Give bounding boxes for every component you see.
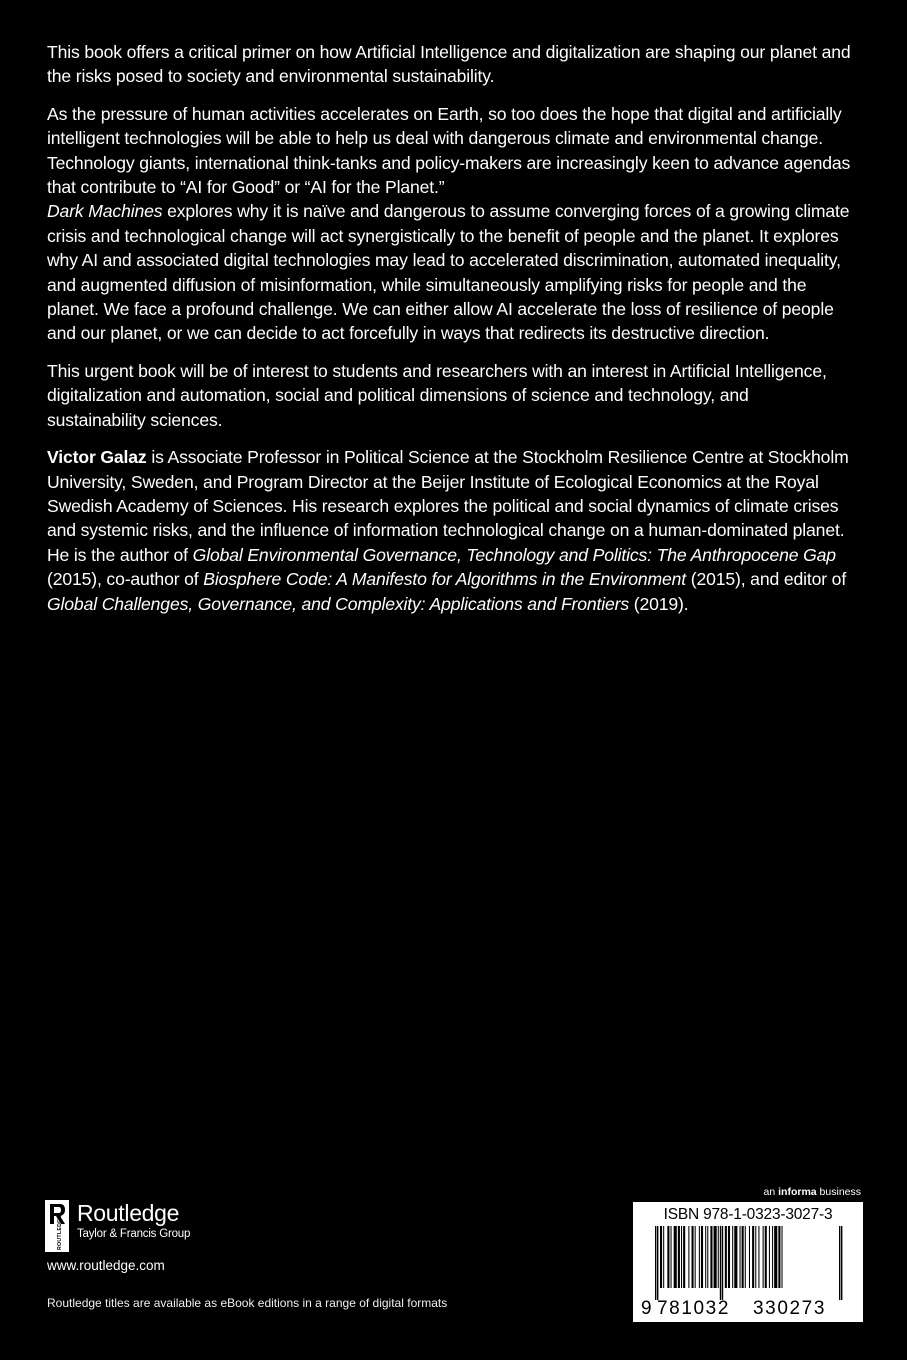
barcode-digits-left: 781032 (657, 1298, 731, 1319)
intro-paragraph: This book offers a critical primer on how Artificial Intelligence and digitalization are shaping our planet and the risks posed to society and environmental sustainability. (47, 42, 851, 87)
isbn-barcode (633, 1202, 863, 1322)
barcode-bars (633, 1226, 863, 1302)
description-paragraph (47, 102, 852, 346)
informa-brand: informa (778, 1186, 817, 1198)
publisher-name: Routledge (77, 1200, 180, 1226)
bio-part4: (2019). (629, 593, 689, 614)
bio-part3: (2015), and editor of (686, 569, 847, 590)
book-reference-2: Biosphere Code: A Manifesto for Algorithms in the Environment (203, 569, 687, 590)
author-bio (47, 445, 852, 616)
informa-prefix: an (763, 1186, 779, 1198)
logo-vertical-text: ROUTLEDGE (57, 1214, 63, 1250)
book-reference-3: Global Challenges, Governance, and Complexity: Applications and Frontiers (47, 593, 630, 614)
publisher-group: Taylor & Francis Group (77, 1228, 191, 1240)
description-part2: explores why it is naïve and dangerous to assume converging forces of a growing climate crisis and technological change will act synergistically to the benefit of people and the planet. It explores why AI and associated digital technologies may lead to accelerated discrimination, automated inequality, and augmented diffusion of misinformation, while simultaneously amplifying risks for people and the planet. We face a profound challenge. We can either allow AI accelerate the loss of resilience of people and our planet, or we can decide to act forcefully in ways that redirects its destructive direction. (47, 201, 850, 344)
isbn-label: ISBN 978-1-0323-3027-3 (663, 1206, 833, 1223)
description-part1: As the pressure of human activities accelerates on Earth, so too does the hope that digital and artificially intelligent technologies will be able to help us deal with dangerous climate and environmental change. Technology giants, international think-tanks and policy-makers are increasingly keen to advance agendas that contribute to “AI for Good” or “AI for the Planet.” (47, 103, 851, 198)
back-cover-blurb (47, 40, 852, 629)
book-title: Dark Machines (47, 201, 163, 222)
author-name: Victor Galaz (47, 447, 147, 468)
ebook-note: Routledge titles are available as eBook editions in a range of digital formats (47, 1296, 448, 1310)
bio-part1: is Associate Professor in Political Science at the Stockholm Resilience Centre at Stockholm University, Sweden, and Program Director at the Beijer Institute of Ecological Economics at the Royal Swedish Academy of Sciences. His research explores the political and social dynamics of climate crises and systemic risks, and the influence of information technological change on a human-dominated planet. He is the author of (47, 447, 849, 565)
barcode-digit-first: 9 (641, 1298, 652, 1319)
routledge-logo (45, 1200, 190, 1252)
bio-part2: (2015), co-author of (47, 569, 204, 590)
publisher-website[interactable]: www.routledge.com (47, 1258, 165, 1273)
barcode-digits-right: 330273 (753, 1298, 827, 1319)
informa-suffix: business (816, 1186, 861, 1198)
book-reference-1: Global Environmental Governance, Technology and Politics: The Anthropocene Gap (192, 544, 836, 565)
audience-paragraph: This urgent book will be of interest to students and researchers with an interest in Artificial Intelligence, digitalization and automation, social and political dimensions of science and technology, and sustainability sciences. (47, 360, 827, 430)
routledge-logo-icon (45, 1200, 69, 1252)
informa-tagline (764, 1186, 861, 1198)
